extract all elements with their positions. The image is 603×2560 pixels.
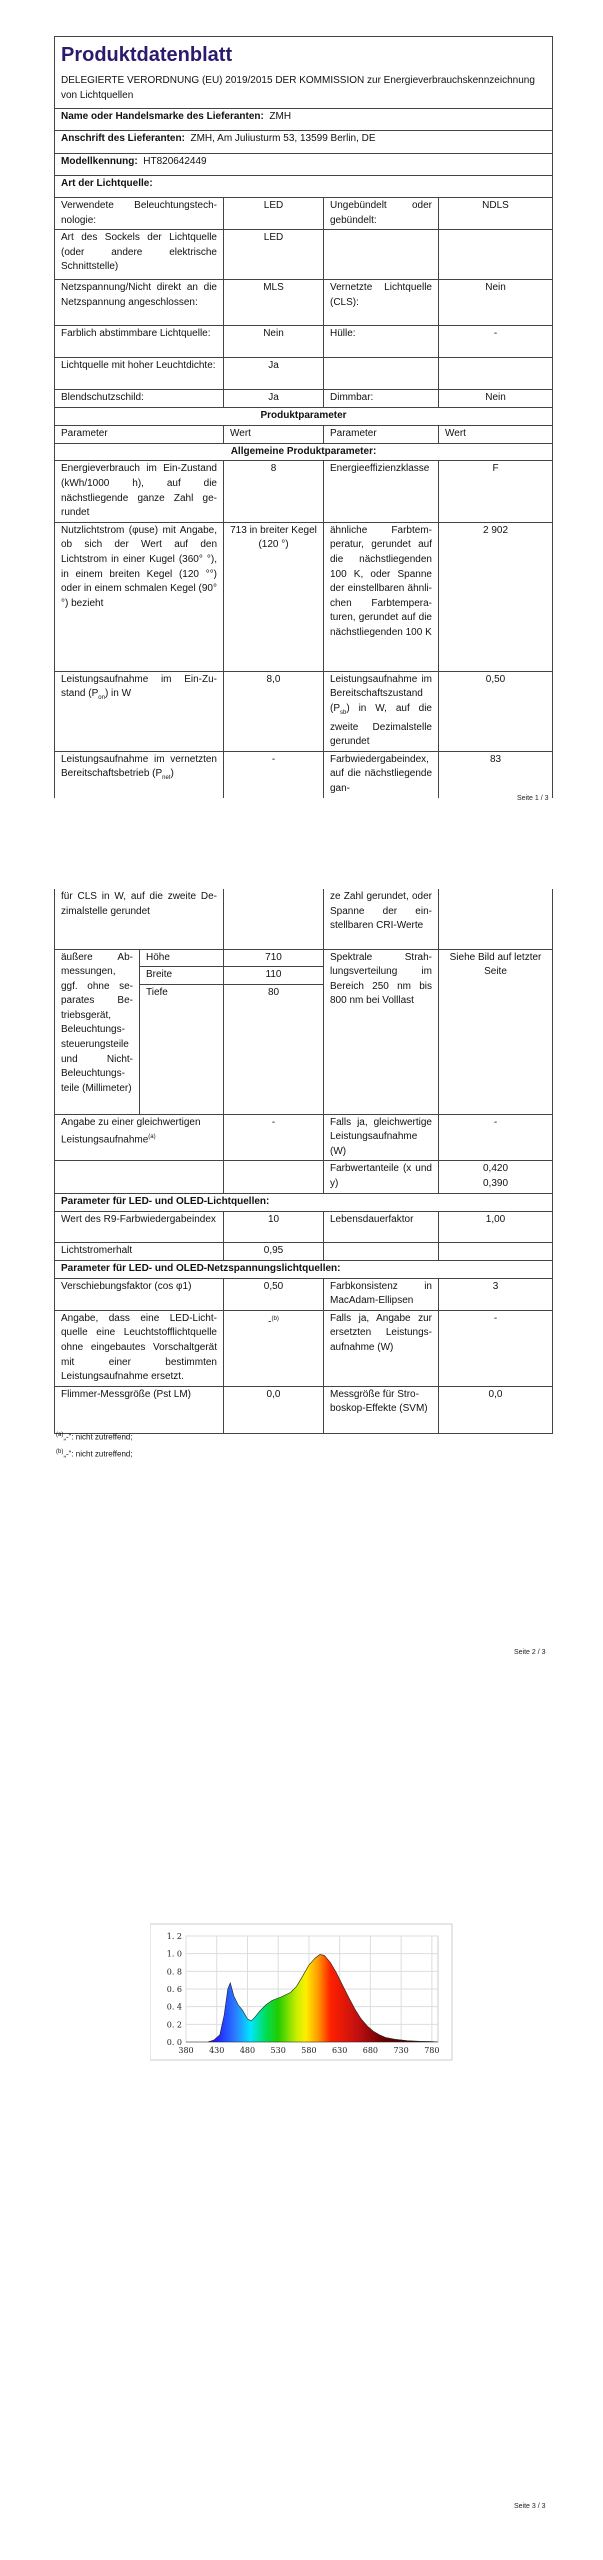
page-title: Produktdatenblatt	[61, 44, 233, 66]
y-tick-label: 1. 2	[166, 1932, 182, 1941]
param-label: Flimmer-Messgröße (Pst LM)	[55, 1386, 224, 1433]
param-label: Hülle:	[324, 326, 439, 358]
param-value: -	[439, 1114, 553, 1161]
dimension-value: 110	[224, 967, 324, 985]
table-row	[55, 1212, 553, 1243]
param-value: 0,95	[224, 1243, 324, 1261]
param-label	[324, 230, 439, 280]
model-row	[55, 154, 553, 176]
param-label: Lebensdauerfaktor	[324, 1212, 439, 1243]
section-header: Parameter für LED- und OLED-Netzspannungslichtquellen:	[55, 1260, 553, 1278]
column-header: Parameter	[324, 425, 439, 443]
table-row	[55, 461, 553, 522]
spectral-distribution-chart	[150, 1922, 454, 2062]
empty-cell	[439, 1243, 553, 1261]
param-value: 0,0	[439, 1386, 553, 1433]
param-label: Nutzlichtstrom (φuse) mit Angabe, ob sich der Wert auf den Lichtstrom in einer Kugel (360° °), in einem breiten Kegel (120 °°) oder in einem schmalen Kegel (90° °) bezieht	[55, 522, 224, 671]
param-label: Messgröße für Stroboskop-Effekte (SVM)	[324, 1386, 439, 1433]
spd-label: Spektrale Strahlungsverteilung im Bereich 250 nm bis 800 nm bei Volllast	[324, 949, 439, 1114]
param-value	[439, 358, 553, 390]
table-row	[55, 326, 553, 358]
table-row	[55, 671, 553, 751]
param-label: Blendschutzschild:	[55, 390, 224, 408]
param-label: Verschiebungsfaktor (cos φ1)	[55, 1278, 224, 1310]
y-tick-label: 1. 0	[166, 1949, 182, 1959]
param-value: 0,0	[224, 1386, 324, 1433]
table-row	[55, 1386, 553, 1433]
x-tick-label: 680	[362, 2046, 379, 2055]
param-value: LED	[224, 230, 324, 280]
param-value: 83	[439, 751, 553, 797]
param-label: Falls ja, Angabe zur ersetzten Leistungsaufnahme (W)	[324, 1310, 439, 1386]
footnote-ref: (a)	[148, 1134, 156, 1141]
table-row	[55, 751, 553, 797]
param-value: Nein	[439, 390, 553, 408]
param-value: MLS	[224, 280, 324, 326]
param-value: 0,50	[439, 671, 553, 751]
column-header: Wert	[224, 425, 324, 443]
param-value: -	[439, 326, 553, 358]
param-value: 2 902	[439, 522, 553, 671]
dimension-label: Höhe	[140, 949, 224, 967]
x-tick-label: 580	[301, 2046, 317, 2055]
chroma-x: 0,420	[482, 1163, 509, 1175]
param-label: Wert des R9-Farbwiedergabeindex	[55, 1212, 224, 1243]
dimension-label: Tiefe	[140, 984, 224, 1114]
param-label: Ungebündelt oder gebündelt:	[324, 198, 439, 230]
table-row	[55, 1114, 553, 1161]
footnote-text: „-“: nicht zutreffend;	[63, 1432, 133, 1442]
x-tick-label: 630	[332, 2046, 348, 2055]
param-label	[324, 358, 439, 390]
param-value	[224, 1310, 324, 1386]
label-text: Leistungsaufnahme im Ein-Zustand (P	[61, 673, 217, 700]
column-header: Wert	[439, 425, 553, 443]
y-tick-label: 0. 8	[166, 1967, 182, 1977]
supplier-name-row	[55, 109, 553, 131]
param-value: 713 in breiter Kegel (120 °)	[224, 522, 324, 671]
footnote	[56, 1449, 133, 1459]
section-header: Produktparameter	[55, 408, 553, 426]
param-value: 8	[224, 461, 324, 522]
label-text: Angabe zu einer gleichwertigen Leistungsaufnahme	[61, 1116, 201, 1146]
section-header: Parameter für LED- und OLED-Lichtquellen:	[55, 1194, 553, 1212]
y-tick-label: 0. 0	[166, 2038, 182, 2047]
param-label	[55, 671, 224, 751]
supplier-name-label: Name oder Handelsmarke des Lieferanten:	[61, 111, 264, 122]
param-value	[439, 889, 553, 949]
param-value: 8,0	[224, 671, 324, 751]
footnote-ref: (b)	[271, 1315, 279, 1322]
param-label	[55, 751, 224, 797]
model-label: Modellkennung:	[61, 156, 138, 167]
param-value: Nein	[224, 326, 324, 358]
param-value: NDLS	[439, 198, 553, 230]
column-header-row	[55, 425, 553, 443]
table-row	[55, 889, 553, 949]
param-value: 10	[224, 1212, 324, 1243]
param-label: Angabe, dass eine LED-Lichtquelle eine Leuchtstofflichtquelle ohne eingebautes Vorschaltgerät mit einer bestimmten Leistungsaufnahme ersetzt.	[55, 1310, 224, 1386]
param-value	[439, 1161, 553, 1194]
footnote-mark: (a)	[56, 1432, 64, 1438]
param-value: -	[224, 751, 324, 797]
dimension-value: 80	[224, 984, 324, 1114]
subscript: on	[98, 695, 105, 702]
y-tick-label: 0. 6	[166, 1985, 182, 1994]
param-label: Energieeffizienzklasse	[324, 461, 439, 522]
table-row	[55, 390, 553, 408]
footnote-text: „-“: nicht zutreffend;	[63, 1449, 133, 1459]
table-row	[55, 280, 553, 326]
param-value: Ja	[224, 358, 324, 390]
param-value	[224, 889, 324, 949]
label-text: Leistungsaufnahme im Bereitschaftszustand (P	[330, 673, 432, 714]
param-label: Farbkonsistenz in MacAdam-Ellipsen	[324, 1278, 439, 1310]
param-label: Falls ja, gleichwertige Leistungsaufnahme (W)	[324, 1114, 439, 1161]
param-label: Verwendete Beleuchtungstechnologie:	[55, 198, 224, 230]
table-row	[55, 1310, 553, 1386]
param-label: Lichtquelle mit hoher Leuchtdichte:	[55, 358, 224, 390]
table-row	[55, 1161, 553, 1194]
product-data-table-page2	[54, 889, 553, 1434]
page-number: Seite 1 / 3	[517, 795, 549, 802]
x-tick-label: 530	[270, 2046, 286, 2055]
param-label: Farbwertanteile (x und y)	[324, 1161, 439, 1194]
param-value: 0,50	[224, 1278, 324, 1310]
y-tick-label: 0. 2	[166, 2020, 182, 2030]
dimension-value: 710	[224, 949, 324, 967]
footnote	[56, 1432, 133, 1442]
empty-cell	[324, 1243, 439, 1261]
table-row	[55, 198, 553, 230]
header-cell	[55, 37, 553, 109]
param-label: Energieverbrauch im Ein-Zustand (kWh/1000 h), auf die nächstliegende ganze Zahl gerundet	[55, 461, 224, 522]
param-value: -	[439, 1310, 553, 1386]
x-tick-label: 380	[178, 2046, 194, 2055]
empty-cell	[55, 1161, 224, 1194]
param-label: Netzspannung/Nicht direkt an die Netzspannung angeschlossen:	[55, 280, 224, 326]
param-label: Vernetzte Lichtquelle (CLS):	[324, 280, 439, 326]
page-number: Seite 3 / 3	[514, 2503, 546, 2510]
column-header: Parameter	[55, 425, 224, 443]
dimension-label: Breite	[140, 967, 224, 985]
param-label: für CLS in W, auf die zweite Dezimalstelle gerundet	[55, 889, 224, 949]
param-value: Nein	[439, 280, 553, 326]
x-tick-label: 780	[424, 2046, 440, 2055]
param-label: Lichtstromerhalt	[55, 1243, 224, 1261]
value-text: -	[268, 1316, 272, 1328]
param-value: 3	[439, 1278, 553, 1310]
section-header: Allgemeine Produktparameter:	[55, 443, 553, 461]
model-id: HT820642449	[143, 156, 207, 167]
dimensions-label: äußere Abmessungen, ggf. ohne separates Betriebsgerät, Beleuchtungssteuerungsteile und Nicht-Beleuchtungsteile (Millimeter)	[55, 949, 140, 1114]
address: ZMH, Am Juliusturm 53, 13599 Berlin, DE	[190, 133, 376, 144]
param-label	[324, 671, 439, 751]
param-value	[439, 230, 553, 280]
page-number: Seite 2 / 3	[514, 1649, 546, 1656]
subscript: net	[162, 775, 171, 782]
param-value: Ja	[224, 390, 324, 408]
label-text: )	[170, 768, 174, 780]
address-row	[55, 131, 553, 154]
x-tick-label: 480	[239, 2046, 256, 2055]
x-tick-label: 430	[209, 2046, 225, 2055]
param-value: -	[224, 1114, 324, 1161]
table-row	[55, 1243, 553, 1261]
regulation-text: DELEGIERTE VERORDNUNG (EU) 2019/2015 DER KOMMISSION zur Energieverbrauchskennzeichnung von Lichtquellen	[61, 75, 535, 101]
subscript: sb	[340, 709, 347, 716]
light-source-type-label: Art der Lichtquelle:	[55, 176, 553, 198]
y-tick-label: 0. 4	[166, 2002, 182, 2012]
table-row	[55, 358, 553, 390]
address-label: Anschrift des Lieferanten:	[61, 133, 185, 144]
x-tick-label: 730	[393, 2046, 409, 2055]
label-text: Leistungsaufnahme im vernetzten Bereitschaftsbetrieb (P	[61, 753, 217, 780]
param-value: F	[439, 461, 553, 522]
empty-cell	[224, 1161, 324, 1194]
param-label: Farblich abstimmbare Lichtquelle:	[55, 326, 224, 358]
table-row	[55, 230, 553, 280]
table-row	[55, 949, 553, 967]
label-text: ) in W, auf die zweite Dezimalstelle gerundet	[330, 702, 432, 748]
table-row	[55, 1278, 553, 1310]
param-label: ähnliche Farbtemperatur, gerundet auf die nächstliegenden 100 K, oder Spanne der einstellbaren ähnlichen Farbtemperaturen, gerundet auf die nächstliegenden 100 K	[324, 522, 439, 671]
param-label: ze Zahl gerundet, oder Spanne der einstellbaren CRI-Werte	[324, 889, 439, 949]
product-data-table-page1	[54, 36, 553, 798]
chroma-y: 0,390	[482, 1178, 509, 1190]
param-value: 1,00	[439, 1212, 553, 1243]
param-label: Dimmbar:	[324, 390, 439, 408]
supplier-name: ZMH	[269, 111, 292, 122]
spd-value: Siehe Bild auf letzter Seite	[439, 949, 553, 1114]
param-label: Farbwiedergabeindex, auf die nächstliegende gan-	[324, 751, 439, 797]
label-text: ) in W	[104, 688, 132, 700]
param-value: LED	[224, 198, 324, 230]
table-row	[55, 522, 553, 671]
footnote-mark: (b)	[56, 1449, 64, 1455]
param-label: Art des Sockels der Lichtquelle (oder andere elektrische Schnittstelle)	[55, 230, 224, 280]
param-label	[55, 1114, 224, 1161]
